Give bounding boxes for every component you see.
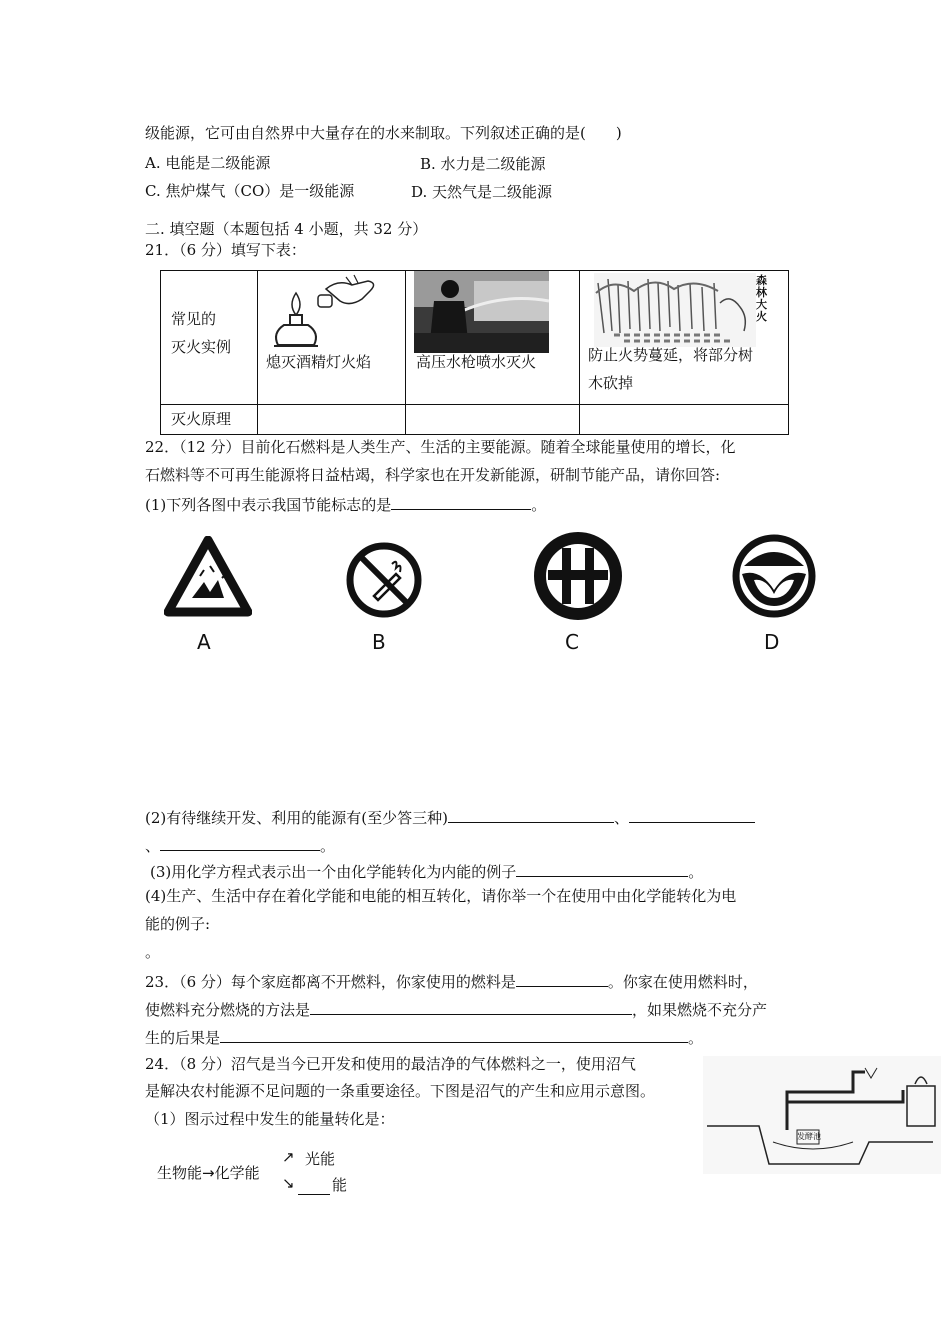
fermentation-tank-label: 发酵池 bbox=[797, 1132, 821, 1141]
q22-part-3-end: 。 bbox=[688, 863, 704, 881]
q22-line-1: 22．（12 分）目前化石燃料是人类生产、生活的主要能源。随着全球能量使用的增长，化 bbox=[145, 438, 736, 456]
arrow-down-right-icon: ↘ bbox=[282, 1174, 295, 1192]
q23-line-2-tail: ，如果燃烧不充分产 bbox=[632, 1001, 768, 1019]
row-header-principle bbox=[161, 405, 258, 435]
example-label-forest-1: 防止火势蔓延，将部分树 bbox=[588, 346, 754, 364]
example-label-firehose: 高压水枪喷水灭火 bbox=[416, 353, 537, 371]
answer-cell-1[interactable] bbox=[258, 405, 406, 435]
water-saving-icon bbox=[532, 530, 624, 622]
q23-line-3-text: 生的后果是 bbox=[145, 1029, 221, 1047]
answer-cell-3[interactable] bbox=[580, 405, 789, 435]
no-fire-icon bbox=[344, 540, 424, 620]
example-cell-firehose bbox=[406, 271, 580, 405]
logo-label-c: C bbox=[565, 630, 579, 654]
q22-part-1-text: (1)下列各图中表示我国节能标志的是 bbox=[145, 496, 392, 514]
q22-part-3 bbox=[150, 860, 703, 882]
q22-line-2: 石燃料等不可再生能源将日益枯竭，科学家也在开发新能源，研制节能产品，请你回答: bbox=[145, 466, 721, 484]
flow-light-energy: 光能 bbox=[305, 1150, 336, 1168]
q23-line-3-end: 。 bbox=[688, 1029, 704, 1047]
logo-label-d: D bbox=[764, 630, 780, 654]
q22-part-1-end: 。 bbox=[531, 496, 547, 514]
fire-table bbox=[160, 270, 789, 435]
q24-part-1: （1）图示过程中发生的能量转化是： bbox=[145, 1110, 395, 1128]
q24-answer-blank[interactable] bbox=[298, 1178, 330, 1195]
row-header-examples bbox=[161, 271, 258, 405]
q23-line-2 bbox=[145, 998, 767, 1020]
logo-label-b: B bbox=[372, 630, 386, 654]
warning-triangle-icon bbox=[164, 536, 252, 618]
principle-label: 灭火原理 bbox=[171, 410, 232, 428]
q20-option-c: C. 焦炉煤气（CO）是一级能源 bbox=[145, 182, 355, 200]
q20-stem: 级能源，它可由自然界中大量存在的水来制取。下列叙述正确的是( ) bbox=[145, 124, 622, 142]
header-line-1: 常见的 bbox=[171, 310, 217, 328]
q23-answer-blank-2[interactable] bbox=[310, 998, 632, 1015]
q22-sep-1: 、 bbox=[613, 809, 629, 827]
q23-answer-blank-1[interactable] bbox=[516, 970, 608, 987]
q23-line-1-tail: 。你家在使用燃料时， bbox=[607, 973, 758, 991]
q22-part-4-line-2: 能的例子: bbox=[145, 915, 211, 933]
section-title: 二. 填空题（本题包括 4 小题，共 32 分） bbox=[145, 220, 428, 238]
q21-stem: 21．（6 分）填写下表： bbox=[145, 241, 306, 259]
q22-part-2-cont bbox=[145, 834, 335, 856]
q22-answer-blank-1[interactable] bbox=[391, 493, 531, 510]
energy-saving-icon bbox=[730, 532, 818, 620]
answer-cell-2[interactable] bbox=[406, 405, 580, 435]
q22-part-2-text: (2)有待继续开发、利用的能源有(至少答三种) bbox=[145, 809, 448, 827]
q22-part-1 bbox=[145, 493, 546, 515]
q23-answer-blank-3[interactable] bbox=[220, 1026, 688, 1043]
flow-start: 生物能→化学能 bbox=[157, 1164, 260, 1182]
forest-fire-caption: 森林大火 bbox=[756, 274, 767, 323]
q22-answer-blank-2b[interactable] bbox=[629, 806, 755, 823]
alcohol-lamp-icon bbox=[266, 273, 386, 351]
q22-answer-blank-2a[interactable] bbox=[448, 806, 614, 823]
arrow-up-right-icon: ↗ bbox=[282, 1148, 295, 1166]
q22-answer-blank-3[interactable] bbox=[516, 860, 688, 877]
q22-part-2-end: 。 bbox=[320, 837, 336, 855]
firefighter-photo bbox=[414, 271, 549, 353]
q24-line-2: 是解决农村能源不足问题的一条重要途径。下图是沼气的产生和应用示意图。 bbox=[145, 1082, 656, 1100]
q23-line-2-text: 使燃料充分燃烧的方法是 bbox=[145, 1001, 311, 1019]
q23-line-1-text: 23．（6 分）每个家庭都离不开燃料，你家使用的燃料是 bbox=[145, 973, 516, 991]
example-cell-lamp bbox=[258, 271, 406, 405]
q22-answer-blank-2c[interactable] bbox=[160, 834, 320, 851]
header-line-2: 灭火实例 bbox=[171, 338, 232, 356]
q23-line-3 bbox=[145, 1026, 703, 1048]
q20-option-a: A. 电能是二级能源 bbox=[145, 154, 271, 172]
biogas-diagram bbox=[703, 1056, 941, 1174]
q22-part-4-line-1: (4)生产、生活中存在着化学能和电能的相互转化，请你举一个在使用中由化学能转化为电 bbox=[145, 887, 737, 905]
q20-option-d: D. 天然气是二级能源 bbox=[411, 183, 553, 201]
q22-sep-2: 、 bbox=[145, 837, 161, 855]
example-label-forest-2: 木砍掉 bbox=[588, 374, 634, 392]
q22-part-3-text: (3)用化学方程式表示出一个由化学能转化为内能的例子 bbox=[150, 863, 517, 881]
flow-energy-suffix: 能 bbox=[332, 1176, 348, 1194]
q20-option-b: B. 水力是二级能源 bbox=[420, 155, 546, 173]
example-cell-forest bbox=[580, 271, 789, 405]
q24-line-1: 24．（8 分）沼气是当今已开发和使用的最洁净的气体燃料之一，使用沼气 bbox=[145, 1055, 636, 1073]
q22-part-2 bbox=[145, 806, 755, 828]
q22-part-4-end: 。 bbox=[145, 943, 161, 961]
logo-label-a: A bbox=[197, 630, 211, 654]
example-label-lamp: 熄灭酒精灯火焰 bbox=[266, 353, 372, 371]
forest-fire-drawing bbox=[594, 273, 756, 347]
q23-line-1 bbox=[145, 970, 758, 992]
